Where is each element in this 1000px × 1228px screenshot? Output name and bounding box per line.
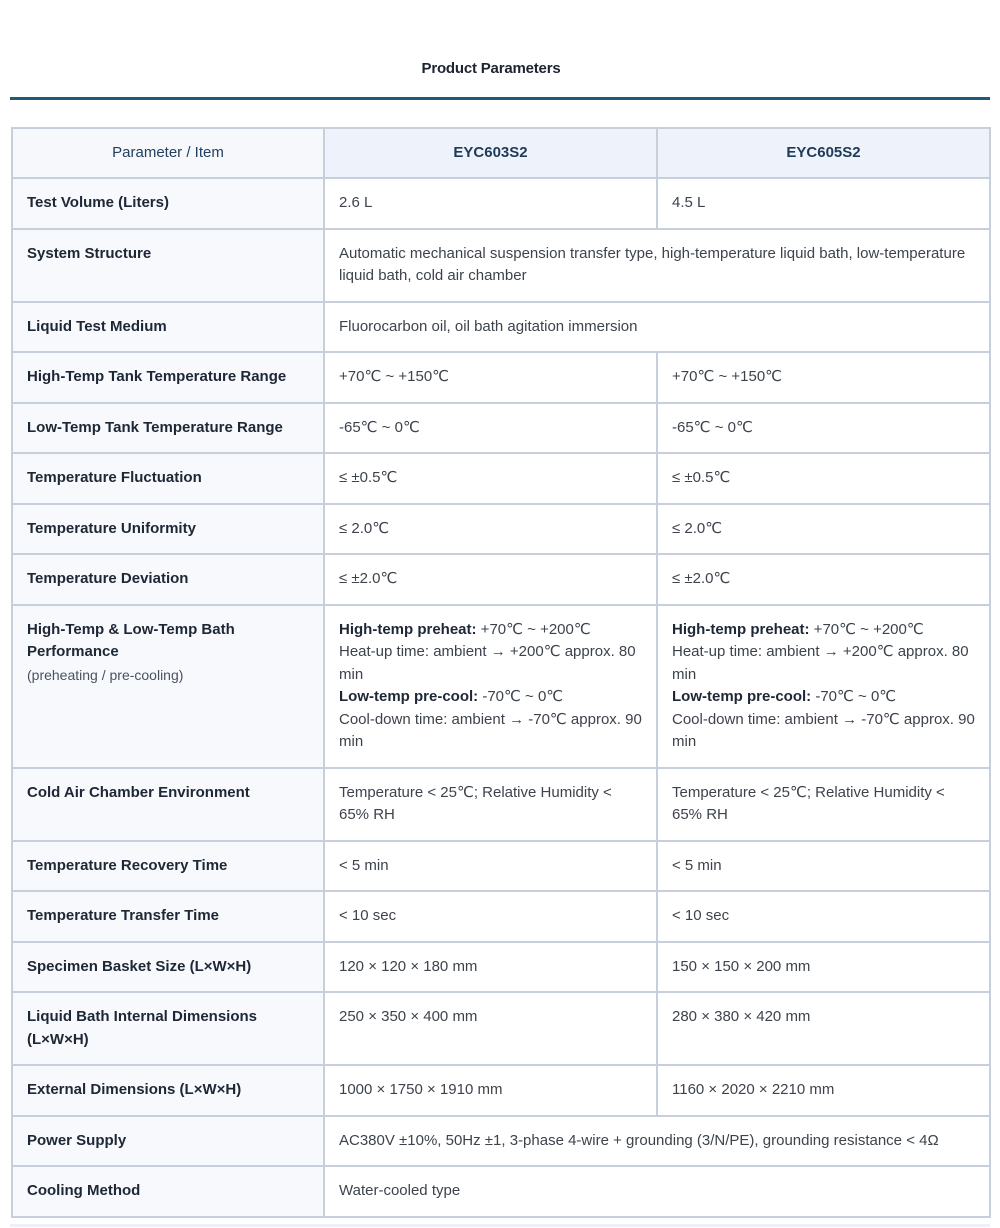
table-row [12, 942, 990, 993]
product-parameters-table [11, 127, 991, 1218]
row-value-eyc603s2: 120 × 120 × 180 mm [324, 942, 657, 993]
row-label: External Dimensions (L×W×H) [12, 1065, 324, 1116]
row-value-eyc603s2: -65℃ ~ 0℃ [324, 403, 657, 454]
header-model-eyc605s2: EYC605S2 [657, 128, 990, 178]
precool-value: -70℃ ~ 0℃ [811, 688, 897, 705]
row-value-eyc605s2: < 5 min [657, 841, 990, 892]
row-value-eyc603s2: < 5 min [324, 841, 657, 892]
row-value-eyc603s2: 250 × 350 × 400 mm [324, 992, 657, 1065]
row-value-eyc605s2: +70℃ ~ +150℃ [657, 352, 990, 403]
table-row [12, 891, 990, 942]
row-label: Specimen Basket Size (L×W×H) [12, 942, 324, 993]
table-row [12, 504, 990, 555]
row-value-eyc605s2: 150 × 150 × 200 mm [657, 942, 990, 993]
table-row [12, 992, 990, 1065]
row-label: Temperature Deviation [12, 554, 324, 605]
row-label: Cold Air Chamber Environment [12, 768, 324, 841]
row-value-eyc603s2 [324, 605, 657, 768]
table-row [12, 178, 990, 229]
row-value-merged: AC380V ±10%, 50Hz ±1, 3-phase 4-wire + grounding (3/N/PE), grounding resistance < 4Ω [324, 1116, 990, 1167]
table-row [12, 302, 990, 353]
precool-line [672, 686, 975, 709]
precool-value: -70℃ ~ 0℃ [478, 688, 564, 705]
preheat-value: +70℃ ~ +200℃ [476, 620, 591, 638]
row-value-eyc605s2: 1160 × 2020 × 2210 mm [657, 1065, 990, 1116]
preheat-value: +70℃ ~ +200℃ [809, 620, 924, 638]
table-row [12, 841, 990, 892]
row-value-eyc603s2: 1000 × 1750 × 1910 mm [324, 1065, 657, 1116]
table-row [12, 352, 990, 403]
row-label: Temperature Recovery Time [12, 841, 324, 892]
precool-line [339, 686, 642, 709]
row-label: Test Volume (Liters) [12, 178, 324, 229]
table-row [12, 1116, 990, 1167]
row-value-eyc603s2: ≤ ±2.0℃ [324, 554, 657, 605]
header-model-eyc603s2: EYC603S2 [324, 128, 657, 178]
row-value-eyc603s2: +70℃ ~ +150℃ [324, 352, 657, 403]
row-label: System Structure [12, 229, 324, 302]
row-label-text: High-Temp & Low-Temp Bath Performance [27, 620, 235, 660]
cooldown-line: Cool-down time: ambient → -70℃ approx. 90 min [339, 710, 642, 750]
table-row [12, 453, 990, 504]
row-value-eyc605s2: 280 × 380 × 420 mm [657, 992, 990, 1065]
title-divider [10, 97, 990, 100]
table-row [12, 403, 990, 454]
row-value-merged: Automatic mechanical suspension transfer type, high-temperature liquid bath, low-temperature liquid bath, cold air chamber [324, 229, 990, 302]
page-title: Product Parameters [421, 60, 561, 77]
table-header-row [12, 128, 990, 178]
table-row [12, 605, 990, 768]
row-label: Low-Temp Tank Temperature Range [12, 403, 324, 454]
footer-divider [10, 1224, 990, 1227]
preheat-label: High-temp preheat: [672, 620, 810, 638]
row-label-bath-performance [12, 605, 324, 768]
row-label: High-Temp Tank Temperature Range [12, 352, 324, 403]
row-value-eyc603s2: Temperature < 25℃; Relative Humidity < 65% RH [324, 768, 657, 841]
table-row [12, 768, 990, 841]
preheat-label: High-temp preheat: [339, 620, 477, 638]
row-label: Temperature Transfer Time [12, 891, 324, 942]
row-value-eyc603s2: ≤ ±0.5℃ [324, 453, 657, 504]
row-sublabel: (preheating / pre-cooling) [27, 666, 184, 683]
row-value-eyc605s2: 4.5 L [657, 178, 990, 229]
precool-label: Low-temp pre-cool: [339, 688, 479, 705]
row-label: Liquid Bath Internal Dimensions (L×W×H) [12, 992, 324, 1065]
row-value-eyc605s2: Temperature < 25℃; Relative Humidity < 65% RH [657, 768, 990, 841]
header-parameter-item: Parameter / Item [12, 128, 324, 178]
row-label: Liquid Test Medium [12, 302, 324, 353]
row-value-eyc605s2: < 10 sec [657, 891, 990, 942]
row-value-eyc603s2: ≤ 2.0℃ [324, 504, 657, 555]
row-value-eyc605s2 [657, 605, 990, 768]
heatup-line: Heat-up time: ambient → +200℃ approx. 80 min [339, 643, 636, 683]
table-row [12, 554, 990, 605]
preheat-line [339, 619, 642, 642]
row-value-merged: Water-cooled type [324, 1166, 990, 1217]
heatup-line: Heat-up time: ambient → +200℃ approx. 80 min [672, 643, 969, 683]
table-row [12, 1065, 990, 1116]
row-value-eyc605s2: ≤ ±2.0℃ [657, 554, 990, 605]
table-row [12, 229, 990, 302]
row-label: Cooling Method [12, 1166, 324, 1217]
table-row [12, 1166, 990, 1217]
row-label: Temperature Uniformity [12, 504, 324, 555]
row-label: Power Supply [12, 1116, 324, 1167]
preheat-line [672, 619, 975, 642]
cooldown-line: Cool-down time: ambient → -70℃ approx. 90 min [672, 710, 975, 750]
row-value-eyc603s2: < 10 sec [324, 891, 657, 942]
row-label: Temperature Fluctuation [12, 453, 324, 504]
row-value-eyc605s2: -65℃ ~ 0℃ [657, 403, 990, 454]
row-value-eyc605s2: ≤ ±0.5℃ [657, 453, 990, 504]
precool-label: Low-temp pre-cool: [672, 688, 812, 705]
row-value-eyc605s2: ≤ 2.0℃ [657, 504, 990, 555]
row-value-eyc603s2: 2.6 L [324, 178, 657, 229]
row-value-merged: Fluorocarbon oil, oil bath agitation immersion [324, 302, 990, 353]
